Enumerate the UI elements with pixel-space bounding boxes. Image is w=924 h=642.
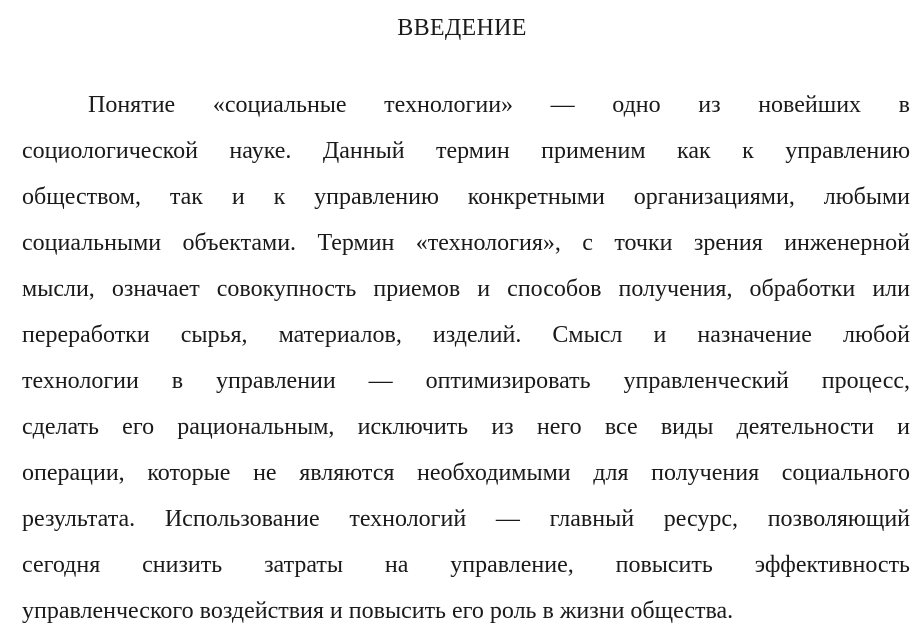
paragraph-line: сегодня снизить затраты на управление, повысить эффективность xyxy=(22,552,910,578)
paragraph-line: операции, которые не являются необходимыми для получения социального xyxy=(22,460,910,486)
paragraph-line: управленческого воздействия и повысить его роль в жизни общества. xyxy=(22,598,734,624)
paragraph-line: технологии в управлении — оптимизировать управленческий процесс, xyxy=(22,368,910,394)
document-heading: ВВЕДЕНИЕ xyxy=(397,15,527,41)
paragraph-line: результата. Использование технологий — главный ресурс, позволяющий xyxy=(22,506,910,532)
paragraph-line: мысли, означает совокупность приемов и способов получения, обработки или xyxy=(22,276,910,302)
paragraph-line: социологической науке. Данный термин применим как к управлению xyxy=(22,138,910,164)
paragraph-line: обществом, так и к управлению конкретными организациями, любыми xyxy=(22,184,910,210)
document-paragraph xyxy=(22,90,910,642)
paragraph-line: Понятие «социальные технологии» — одно из новейших в xyxy=(88,92,910,118)
paragraph-line: сделать его рациональным, исключить из него все виды деятельности и xyxy=(22,414,910,440)
paragraph-line: социальными объектами. Термин «технология», с точки зрения инженерной xyxy=(22,230,910,256)
paragraph-line: переработки сырья, материалов, изделий. Смысл и назначение любой xyxy=(22,322,910,348)
